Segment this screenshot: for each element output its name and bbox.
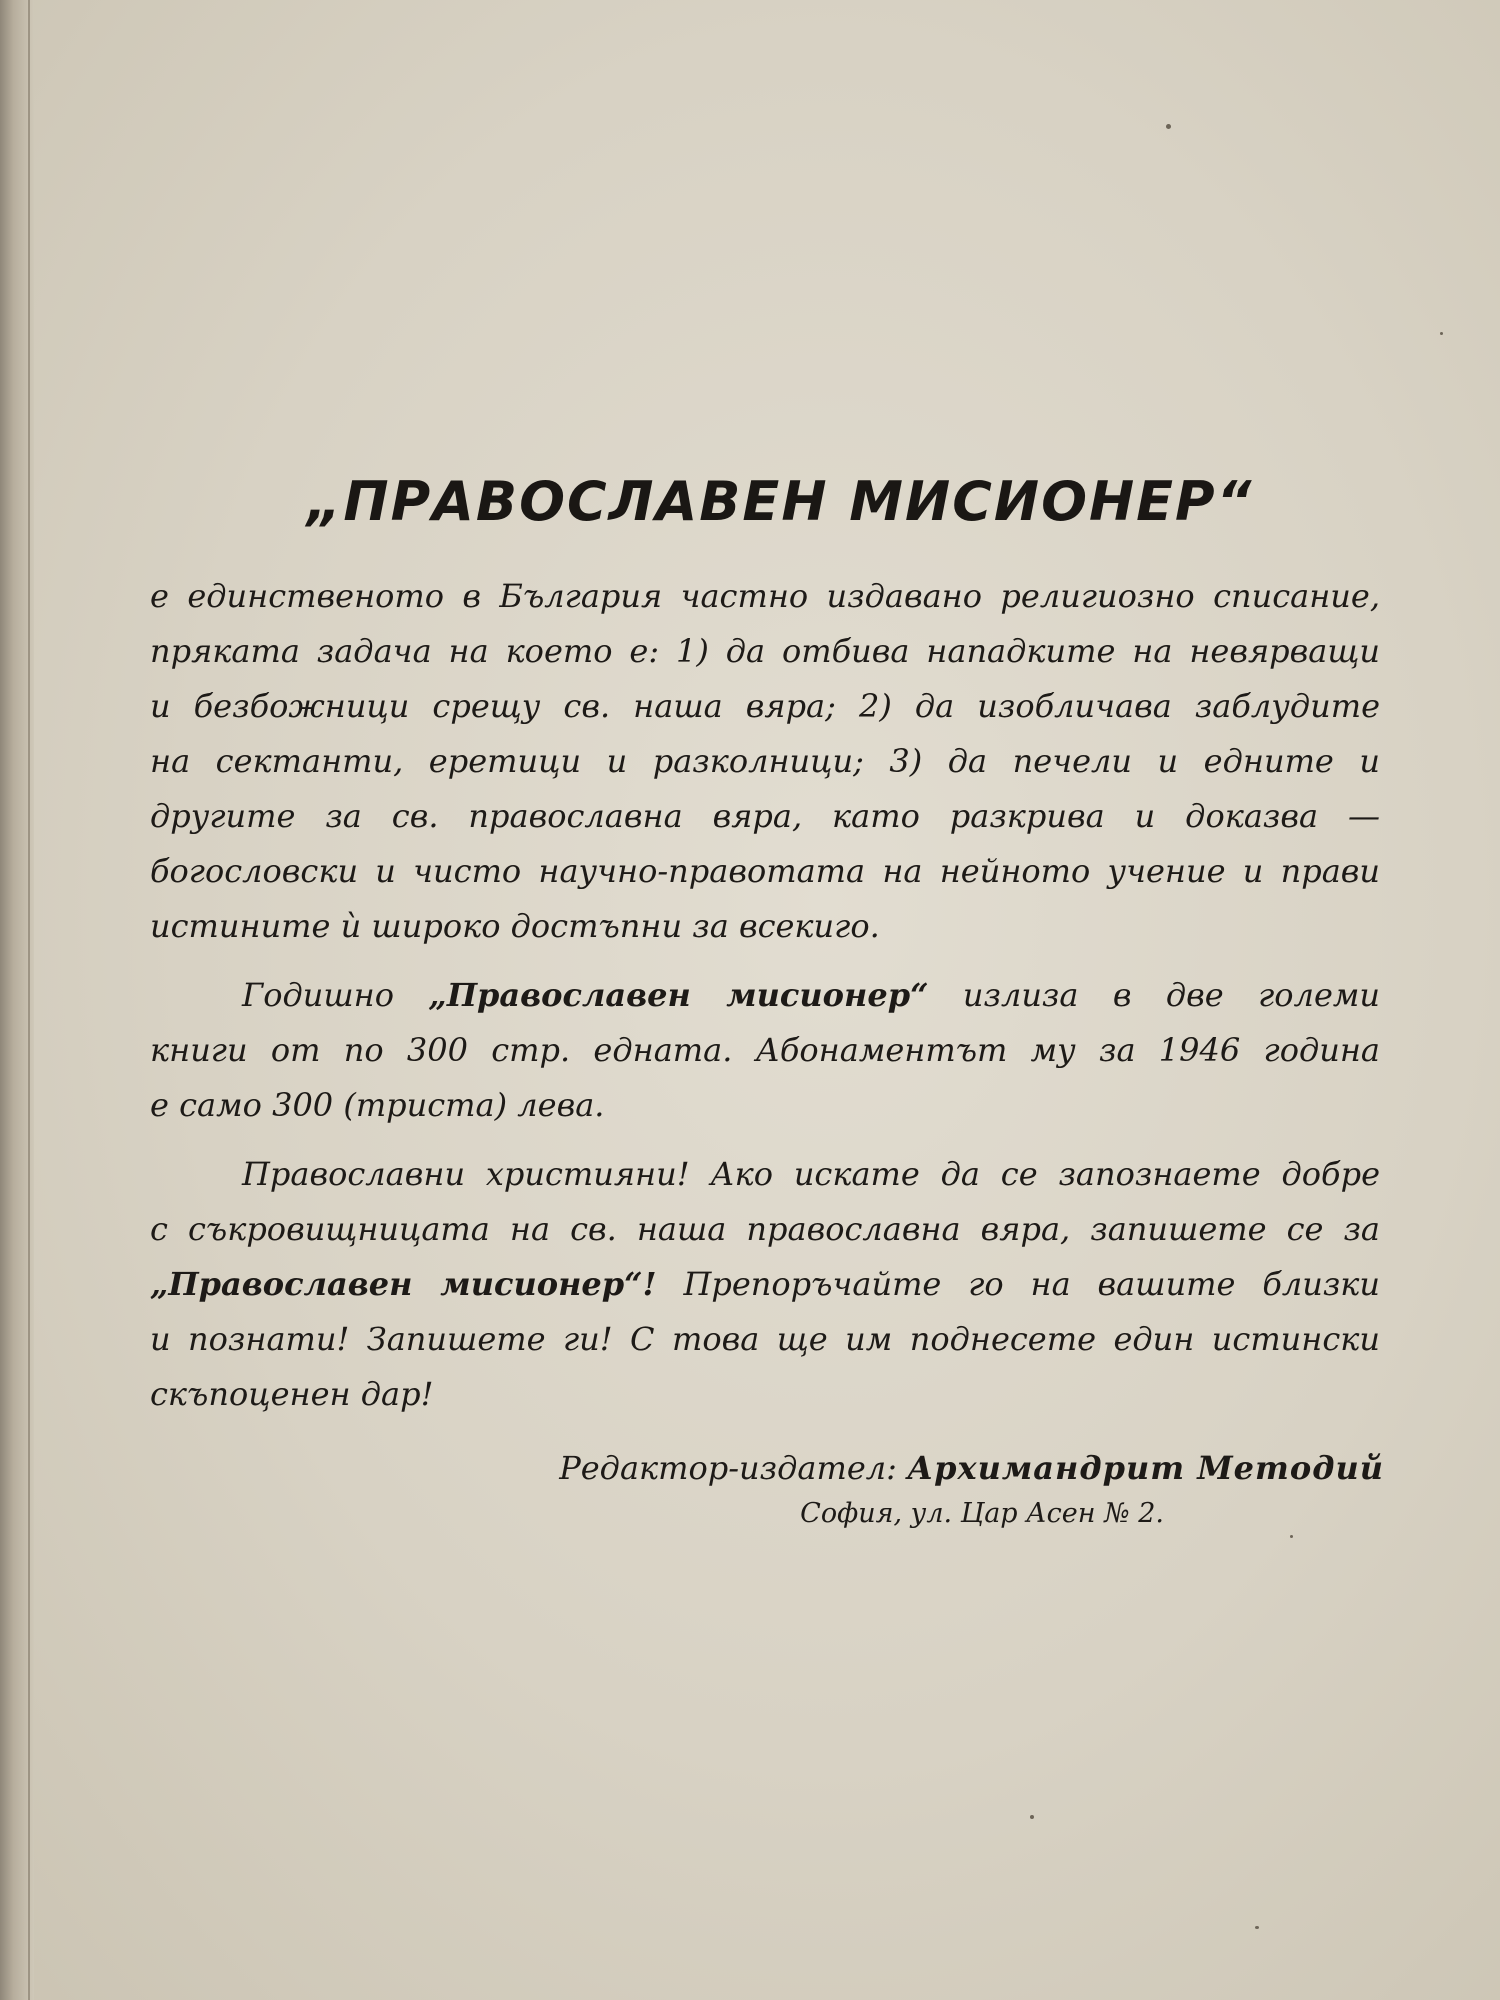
magazine-name: „Православен мисионер“ (428, 976, 929, 1014)
text-line: истините ѝ широко достъпни за всекиго. (150, 907, 880, 945)
editor-signature (150, 1442, 1390, 1494)
text-line (150, 1257, 1380, 1312)
paper-speck (1166, 124, 1171, 129)
text-line: е само 300 (триста) лева. (150, 1086, 605, 1124)
text-line: е единственото в България частно издавано религиозно списание, (150, 577, 1380, 615)
text-line: и безбожници срещу св. наша вяра; 2) да изобличава заблудите (150, 687, 1380, 725)
text-line: с съкровищницата на св. наша православна вяра, запишете се за (150, 1210, 1380, 1248)
page-title: „ПРАВОСЛАВЕН МИСИОНЕР“ (306, 470, 1254, 533)
paper-speck (1255, 1926, 1259, 1929)
text-line: книги от по 300 стр. едната. Абонаментът му за 1946 година (150, 1031, 1380, 1069)
text-line: пряката задача на което е: 1) да отбива нападките на невярващи (150, 632, 1380, 670)
binding-line (28, 0, 30, 2000)
editor-name: Архимандрит Методий (907, 1449, 1384, 1487)
magazine-name: „Православен мисионер“! (150, 1265, 657, 1303)
text-line: на сектанти, еретици и разколници; 3) да печели и едните и (150, 742, 1380, 780)
editor-label: Редактор-издател: (559, 1449, 908, 1487)
paper-speck (1030, 1815, 1034, 1819)
paper-speck (1440, 332, 1443, 335)
paragraph-mission (150, 569, 1390, 954)
text-run: излиза в две големи (928, 976, 1381, 1014)
text-run: Годишно (242, 976, 429, 1014)
text-line: Православни християни! Ако искате да се запознаете добре (242, 1155, 1380, 1193)
paragraph-gap (150, 1133, 1390, 1147)
text-line: скъпоценен дар! (150, 1375, 434, 1413)
text-run: Препоръчайте го на вашите близки (656, 1265, 1381, 1303)
editor-address: София, ул. Цар Асен № 2. (800, 1498, 1164, 1529)
paragraph-appeal (150, 1147, 1390, 1422)
paragraph-gap (150, 954, 1390, 968)
advertisement-text (150, 470, 1390, 1534)
text-line: богословски и чисто научно-правотата на нейното учение и прави (150, 852, 1380, 890)
paragraph-subscription (150, 968, 1390, 1133)
text-line (150, 968, 1380, 1023)
text-line: другите за св. православна вяра, като разкрива и доказва — (150, 797, 1380, 835)
text-line: и познати! Запишете ги! С това ще им поднесете един истински (150, 1320, 1380, 1358)
paper-speck (1290, 1535, 1293, 1538)
